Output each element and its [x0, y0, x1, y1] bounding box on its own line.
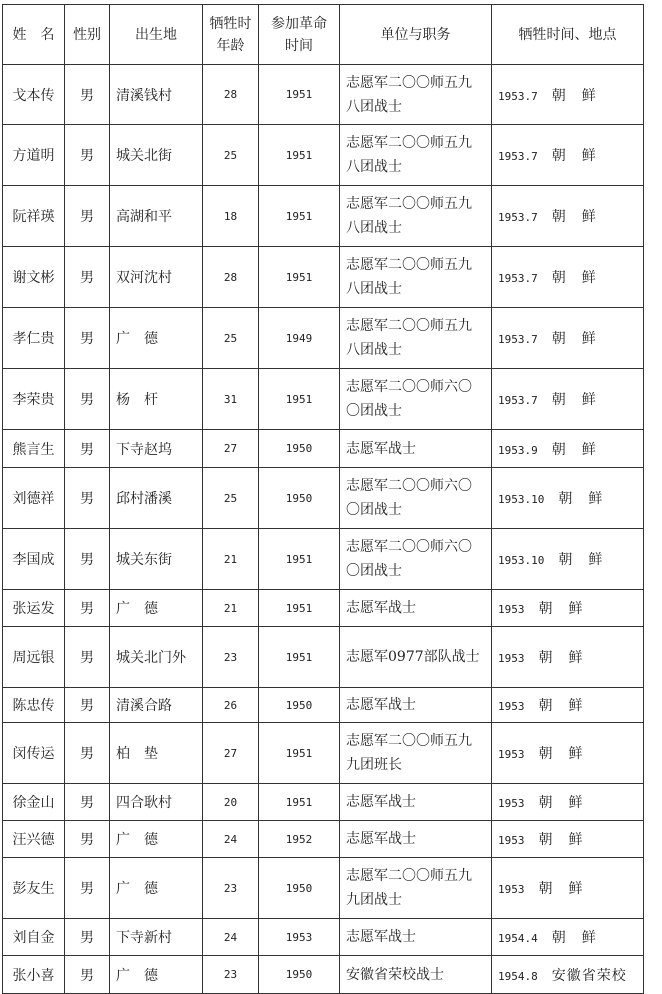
death-place: 朝 鲜 [538, 832, 584, 848]
table-row [3, 529, 644, 590]
cell-age: 28 [203, 65, 259, 125]
cell-name: 刘德祥 [3, 468, 65, 529]
cell-sex: 男 [65, 468, 110, 529]
cell-death [492, 65, 644, 125]
cell-unit: 志愿军二〇〇师五九八团战士 [340, 308, 492, 369]
table-row [3, 858, 644, 919]
cell-joined: 1949 [259, 308, 340, 369]
cell-name: 陈忠传 [3, 688, 65, 723]
cell-unit: 志愿军二〇〇师六〇〇团战士 [340, 468, 492, 529]
cell-unit: 志愿军战士 [340, 784, 492, 821]
cell-unit: 志愿军二〇〇师五九八团战士 [340, 125, 492, 186]
cell-name: 李荣贵 [3, 369, 65, 430]
table-row [3, 247, 644, 308]
death-date: 1953 [498, 883, 525, 896]
cell-age: 25 [203, 308, 259, 369]
death-date: 1953 [498, 834, 525, 847]
cell-age: 21 [203, 529, 259, 590]
cell-unit: 志愿军0977部队战士 [340, 627, 492, 688]
cell-joined: 1950 [259, 688, 340, 723]
death-date: 1953.9 [498, 443, 538, 457]
death-place: 朝 鲜 [551, 392, 597, 408]
table-row [3, 468, 644, 529]
cell-name: 谢文彬 [3, 247, 65, 308]
death-date: 1954.4 [498, 932, 538, 945]
cell-name: 李国成 [3, 529, 65, 590]
cell-sex: 男 [65, 590, 110, 627]
cell-sex: 男 [65, 723, 110, 784]
cell-sex: 男 [65, 529, 110, 590]
cell-death [492, 529, 644, 590]
death-place: 朝 鲜 [558, 491, 604, 507]
cell-unit: 志愿军战士 [340, 688, 492, 723]
table-row [3, 308, 644, 369]
cell-birthplace: 下寺新村 [110, 919, 203, 956]
cell-name: 熊言生 [3, 430, 65, 468]
cell-unit: 志愿军战士 [340, 919, 492, 956]
cell-sex: 男 [65, 369, 110, 430]
death-place: 朝 鲜 [558, 552, 604, 568]
cell-joined: 1951 [259, 723, 340, 784]
death-date: 1953 [498, 797, 525, 810]
death-place: 朝 鲜 [551, 148, 597, 164]
header-death: 牺牲时间、地点 [492, 5, 644, 65]
cell-death [492, 369, 644, 430]
cell-name: 方道明 [3, 125, 65, 186]
cell-birthplace: 杨 杆 [110, 369, 203, 430]
cell-name: 阮祥瑛 [3, 186, 65, 247]
cell-sex: 男 [65, 125, 110, 186]
cell-joined: 1951 [259, 186, 340, 247]
table-row [3, 125, 644, 186]
cell-birthplace: 广 德 [110, 821, 203, 858]
death-place: 朝 鲜 [551, 441, 597, 458]
cell-birthplace: 广 德 [110, 956, 203, 994]
death-place: 朝 鲜 [551, 209, 597, 225]
cell-unit: 志愿军二〇〇师五九九团战士 [340, 858, 492, 919]
cell-age: 18 [203, 186, 259, 247]
cell-joined: 1951 [259, 784, 340, 821]
death-date: 1953.7 [498, 89, 538, 103]
cell-sex: 男 [65, 186, 110, 247]
cell-birthplace: 柏 垫 [110, 723, 203, 784]
table-row [3, 627, 644, 688]
cell-birthplace: 清溪钱村 [110, 65, 203, 125]
death-place: 朝 鲜 [551, 87, 597, 104]
cell-name: 刘自金 [3, 919, 65, 956]
cell-unit: 志愿军战士 [340, 430, 492, 468]
cell-death [492, 627, 644, 688]
cell-name: 闵传运 [3, 723, 65, 784]
cell-joined: 1950 [259, 956, 340, 994]
header-joined [259, 5, 340, 65]
cell-sex: 男 [65, 956, 110, 994]
cell-birthplace: 广 德 [110, 590, 203, 627]
cell-unit: 志愿军战士 [340, 590, 492, 627]
cell-age: 23 [203, 956, 259, 994]
cell-joined: 1951 [259, 369, 340, 430]
cell-joined: 1950 [259, 858, 340, 919]
cell-unit: 安徽省荣校战士 [340, 956, 492, 994]
cell-unit: 志愿军二〇〇师五九九团班长 [340, 723, 492, 784]
table-row [3, 369, 644, 430]
header-unit: 单位与职务 [340, 5, 492, 65]
cell-unit: 志愿军二〇〇师六〇〇团战士 [340, 529, 492, 590]
cell-age: 31 [203, 369, 259, 430]
cell-joined: 1950 [259, 468, 340, 529]
cell-name: 周远银 [3, 627, 65, 688]
cell-sex: 男 [65, 919, 110, 956]
cell-sex: 男 [65, 688, 110, 723]
table-row [3, 186, 644, 247]
cell-name: 徐金山 [3, 784, 65, 821]
cell-birthplace: 城关北街 [110, 125, 203, 186]
cell-name: 戈本传 [3, 65, 65, 125]
death-place: 朝 鲜 [551, 270, 597, 286]
cell-death [492, 430, 644, 468]
cell-name: 汪兴德 [3, 821, 65, 858]
death-date: 1953.7 [498, 150, 538, 163]
cell-unit: 志愿军二〇〇师五九八团战士 [340, 65, 492, 125]
death-place: 朝 鲜 [538, 601, 584, 617]
table-row [3, 590, 644, 627]
cell-death [492, 784, 644, 821]
cell-joined: 1951 [259, 590, 340, 627]
header-age-line1: 牺牲时 [209, 15, 252, 32]
cell-death [492, 858, 644, 919]
cell-joined: 1953 [259, 919, 340, 956]
death-place: 朝 鲜 [538, 650, 584, 666]
table-row [3, 956, 644, 994]
table-row [3, 688, 644, 723]
cell-sex: 男 [65, 858, 110, 919]
table-row [3, 919, 644, 956]
table-row [3, 784, 644, 821]
death-place: 朝 鲜 [538, 698, 584, 714]
cell-joined: 1951 [259, 247, 340, 308]
cell-birthplace: 四合耿村 [110, 784, 203, 821]
header-age [203, 5, 259, 65]
cell-name: 孝仁贵 [3, 308, 65, 369]
death-place: 朝 鲜 [538, 881, 584, 897]
cell-name: 彭友生 [3, 858, 65, 919]
cell-death [492, 308, 644, 369]
cell-age: 21 [203, 590, 259, 627]
header-name: 姓 名 [3, 5, 65, 65]
header-sex: 性别 [65, 5, 110, 65]
cell-death [492, 125, 644, 186]
death-place: 朝 鲜 [551, 930, 597, 946]
cell-death [492, 688, 644, 723]
cell-name: 张小喜 [3, 956, 65, 994]
cell-death [492, 956, 644, 994]
cell-joined: 1951 [259, 65, 340, 125]
cell-death [492, 468, 644, 529]
cell-birthplace: 清溪合路 [110, 688, 203, 723]
cell-birthplace: 广 德 [110, 308, 203, 369]
cell-age: 27 [203, 430, 259, 468]
cell-death [492, 590, 644, 627]
death-date: 1953.10 [498, 554, 545, 567]
death-date: 1954.8 [498, 969, 538, 983]
table-row [3, 430, 644, 468]
cell-age: 28 [203, 247, 259, 308]
death-place: 朝 鲜 [551, 331, 597, 347]
cell-birthplace: 下寺赵坞 [110, 430, 203, 468]
cell-unit: 志愿军二〇〇师五九八团战士 [340, 247, 492, 308]
cell-birthplace: 双河沈村 [110, 247, 203, 308]
cell-name: 张运发 [3, 590, 65, 627]
cell-sex: 男 [65, 65, 110, 125]
cell-birthplace: 城关东街 [110, 529, 203, 590]
header-joined-line1: 参加革命 [271, 15, 327, 32]
death-date: 1953.7 [498, 211, 538, 224]
cell-age: 23 [203, 858, 259, 919]
cell-unit: 志愿军二〇〇师六〇〇团战士 [340, 369, 492, 430]
cell-age: 20 [203, 784, 259, 821]
death-date: 1953 [498, 700, 525, 713]
cell-joined: 1951 [259, 125, 340, 186]
cell-birthplace: 广 德 [110, 858, 203, 919]
martyr-roster-table [2, 4, 644, 994]
header-row [3, 5, 644, 65]
death-place: 朝 鲜 [538, 795, 584, 811]
death-place: 安徽省荣校 [551, 967, 627, 984]
cell-death [492, 723, 644, 784]
cell-sex: 男 [65, 430, 110, 468]
cell-unit: 志愿军二〇〇师五九八团战士 [340, 186, 492, 247]
cell-age: 26 [203, 688, 259, 723]
cell-age: 27 [203, 723, 259, 784]
header-joined-line2: 时间 [285, 37, 313, 54]
cell-death [492, 186, 644, 247]
death-date: 1953 [498, 603, 525, 616]
cell-death [492, 821, 644, 858]
cell-age: 23 [203, 627, 259, 688]
death-date: 1953.10 [498, 493, 545, 506]
header-age-line2: 年龄 [216, 37, 245, 54]
cell-sex: 男 [65, 308, 110, 369]
cell-sex: 男 [65, 627, 110, 688]
death-date: 1953.7 [498, 394, 538, 407]
table-row [3, 65, 644, 125]
table-row [3, 723, 644, 784]
cell-joined: 1950 [259, 430, 340, 468]
cell-unit: 志愿军战士 [340, 821, 492, 858]
cell-joined: 1951 [259, 529, 340, 590]
cell-death [492, 919, 644, 956]
death-date: 1953.7 [498, 333, 538, 346]
cell-age: 24 [203, 821, 259, 858]
cell-sex: 男 [65, 821, 110, 858]
cell-sex: 男 [65, 784, 110, 821]
cell-birthplace: 邱村潘溪 [110, 468, 203, 529]
cell-joined: 1952 [259, 821, 340, 858]
table-row [3, 821, 644, 858]
roster-body [3, 65, 644, 994]
cell-death [492, 247, 644, 308]
header-birthplace: 出生地 [110, 5, 203, 65]
cell-age: 25 [203, 125, 259, 186]
cell-age: 25 [203, 468, 259, 529]
cell-joined: 1951 [259, 627, 340, 688]
death-date: 1953 [498, 748, 525, 761]
death-date: 1953.7 [498, 272, 538, 285]
cell-birthplace: 高湖和平 [110, 186, 203, 247]
death-place: 朝 鲜 [538, 746, 584, 762]
cell-sex: 男 [65, 247, 110, 308]
cell-birthplace: 城关北门外 [110, 627, 203, 688]
cell-age: 24 [203, 919, 259, 956]
death-date: 1953 [498, 652, 525, 665]
